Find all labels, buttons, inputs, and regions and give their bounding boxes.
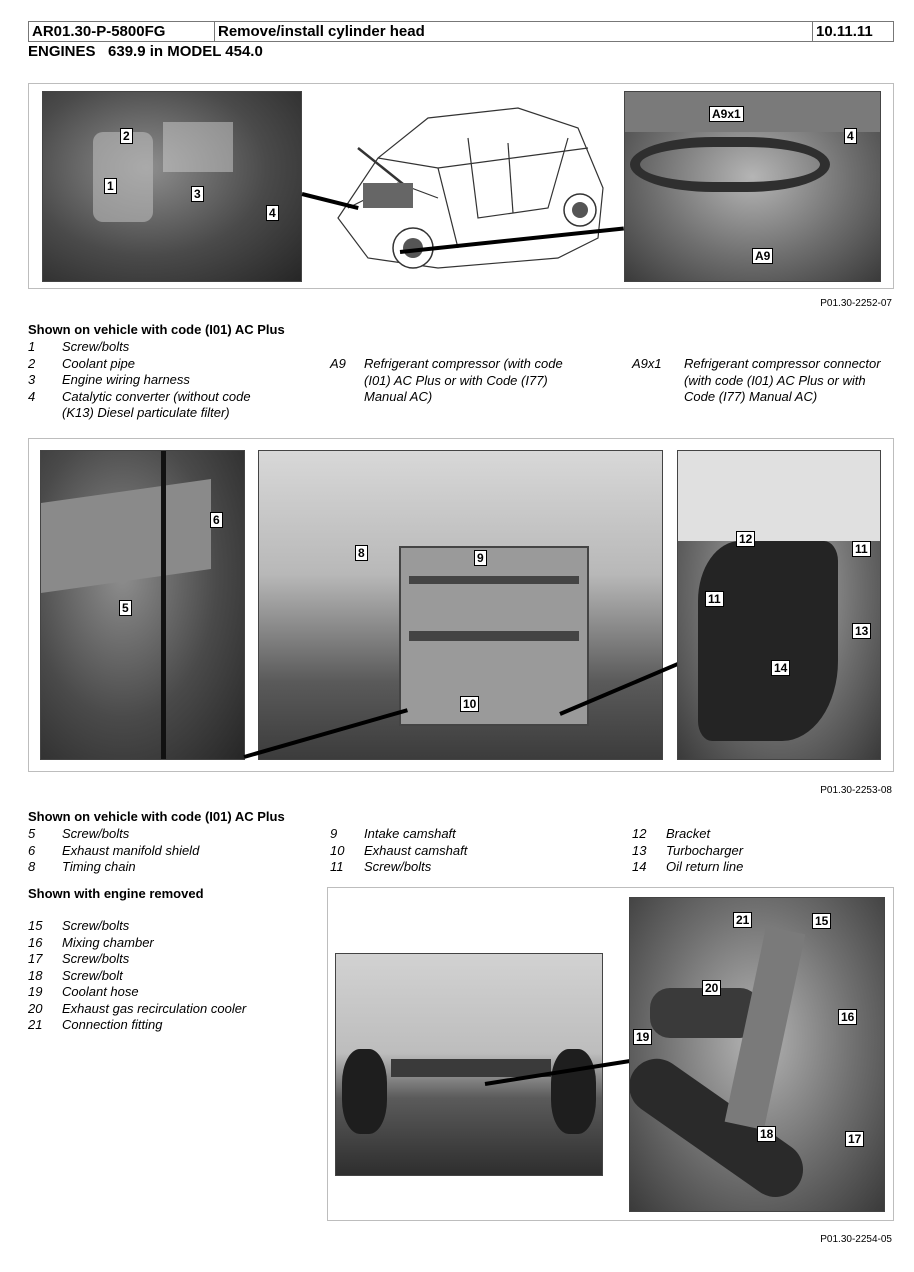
callout-a9x1: A9x1 bbox=[709, 106, 744, 122]
engine-block-photo bbox=[40, 450, 245, 760]
legend-3-title: Shown with engine removed bbox=[28, 886, 204, 901]
callout-3: 3 bbox=[191, 186, 204, 202]
legend-item: 19 Coolant hose bbox=[28, 984, 139, 999]
callout-18: 18 bbox=[757, 1126, 776, 1142]
legend-2-col-3 bbox=[632, 826, 902, 876]
callout-8: 8 bbox=[355, 545, 368, 561]
engine-model-subtitle: ENGINES 639.9 in MODEL 454.0 bbox=[28, 43, 263, 60]
legend-item: 5 Screw/bolts bbox=[28, 826, 130, 841]
document-code: AR01.30-P-5800FG bbox=[29, 22, 215, 41]
callout-4: 4 bbox=[266, 205, 279, 221]
cylinder-head-photo bbox=[258, 450, 663, 760]
legend-item: A9 Refrigerant compressor (with code (I01) AC Plus or with Code (I77) Manual AC) bbox=[330, 356, 563, 404]
legend-2-col-2 bbox=[330, 826, 620, 876]
legend-3-list bbox=[28, 918, 318, 1034]
callout-2: 2 bbox=[120, 128, 133, 144]
figure-2-ref: P01.30-2253-08 bbox=[820, 785, 892, 796]
legend-item: 20 Exhaust gas recirculation cooler bbox=[28, 1000, 247, 1016]
callout-17: 17 bbox=[845, 1131, 864, 1147]
callout-11-left: 11 bbox=[705, 591, 724, 607]
legend-item: 10 Exhaust camshaft bbox=[330, 842, 468, 858]
callout-12: 12 bbox=[736, 531, 755, 547]
callout-6: 6 bbox=[210, 512, 223, 528]
legend-item: 14 Oil return line bbox=[632, 859, 744, 874]
callout-20: 20 bbox=[702, 980, 721, 996]
legend-item: 16 Mixing chamber bbox=[28, 934, 154, 950]
legend-1-title: Shown on vehicle with code (I01) AC Plus bbox=[28, 322, 285, 337]
callout-1: 1 bbox=[104, 178, 117, 194]
document-header bbox=[28, 21, 894, 42]
legend-item: 8 Timing chain bbox=[28, 859, 136, 874]
callout-11-right: 11 bbox=[852, 541, 871, 557]
callout-19: 19 bbox=[633, 1029, 652, 1045]
callout-21: 21 bbox=[733, 912, 752, 928]
legend-item: 1 Screw/bolts bbox=[28, 339, 130, 354]
legend-item: 4 Catalytic converter (without code (K13) Diesel particulate filter) bbox=[28, 388, 251, 420]
legend-item: 6 Exhaust manifold shield bbox=[28, 842, 200, 858]
legend-item: 9 Intake camshaft bbox=[330, 826, 456, 841]
engine-bay-photo bbox=[42, 91, 302, 282]
legend-item: 13 Turbocharger bbox=[632, 842, 744, 858]
callout-5: 5 bbox=[119, 600, 132, 616]
legend-item: 17 Screw/bolts bbox=[28, 951, 130, 966]
callout-9: 9 bbox=[474, 550, 487, 566]
callout-a9: A9 bbox=[752, 248, 773, 264]
vehicle-line-drawing bbox=[318, 98, 610, 278]
callout-14: 14 bbox=[771, 660, 790, 676]
vehicle-underside-photo bbox=[335, 953, 603, 1176]
legend-item: 2 Coolant pipe bbox=[28, 355, 135, 371]
legend-item: A9x1 Refrigerant compressor connector (with code (I01) AC Plus or with Code (I77) Manual AC) bbox=[632, 356, 881, 404]
callout-13: 13 bbox=[852, 623, 871, 639]
document-date: 10.11.11 bbox=[816, 23, 873, 40]
legend-item: 12 Bracket bbox=[632, 826, 711, 841]
legend-item: 3 Engine wiring harness bbox=[28, 372, 190, 387]
legend-1-col-1 bbox=[28, 339, 318, 422]
document-title: Remove/install cylinder head bbox=[215, 22, 813, 41]
callout-15: 15 bbox=[812, 913, 831, 929]
legend-item: 15 Screw/bolts bbox=[28, 918, 130, 933]
egr-cooler-photo bbox=[629, 897, 885, 1212]
legend-1-col-2 bbox=[330, 356, 620, 406]
legend-2-title: Shown on vehicle with code (I01) AC Plus bbox=[28, 809, 285, 824]
figure-3-ref: P01.30-2254-05 bbox=[820, 1234, 892, 1245]
legend-item: 18 Screw/bolt bbox=[28, 967, 123, 983]
callout-4-right: 4 bbox=[844, 128, 857, 144]
callout-10: 10 bbox=[460, 696, 479, 712]
callout-16: 16 bbox=[838, 1009, 857, 1025]
legend-item: 11 Screw/bolts bbox=[330, 859, 432, 874]
legend-2-col-1 bbox=[28, 826, 318, 876]
legend-item: 21 Connection fitting bbox=[28, 1017, 163, 1032]
legend-1-col-3 bbox=[632, 356, 902, 406]
figure-1-ref: P01.30-2252-07 bbox=[820, 298, 892, 309]
